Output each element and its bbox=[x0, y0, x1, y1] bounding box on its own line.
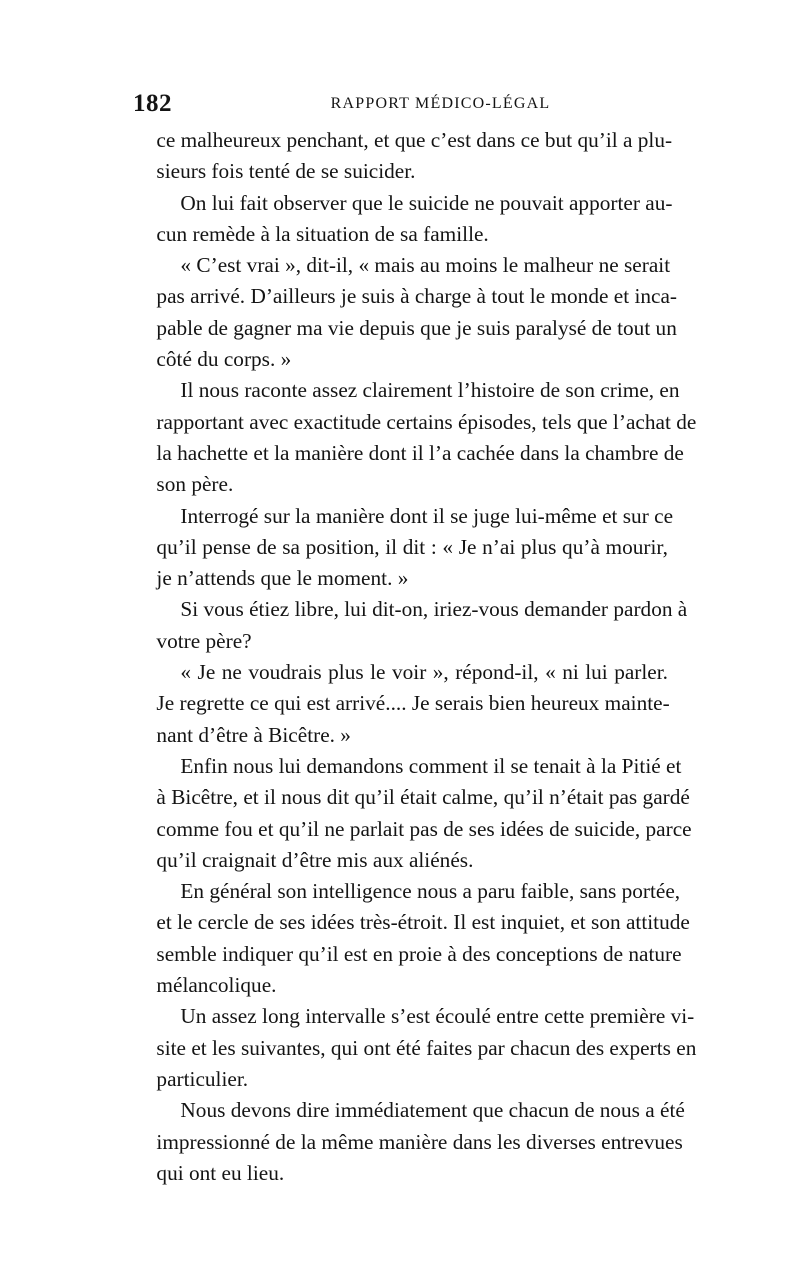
paragraph bbox=[133, 657, 668, 751]
paragraph bbox=[133, 751, 692, 876]
text-line: à Bicêtre, et il nous dit qu’il était calme, qu’il n’était pas gardé bbox=[156, 785, 690, 810]
text-line: rapportant avec exactitude certains épisodes, tels que l’achat de bbox=[156, 409, 697, 434]
text-line: cun remède à la situation de sa famille. bbox=[156, 221, 489, 246]
text-line: mélancolique. bbox=[156, 973, 277, 998]
text-line: « Je ne voudrais plus le voir », répond-il, « ni lui parler. bbox=[180, 660, 668, 685]
paragraph bbox=[133, 125, 673, 188]
page-number: 182 bbox=[133, 90, 172, 117]
text-line: Un assez long intervalle s’est écoulé entre cette première vi- bbox=[180, 1004, 695, 1029]
running-title: RAPPORT MÉDICO-LÉGAL bbox=[330, 95, 551, 112]
paragraph bbox=[133, 250, 678, 375]
paragraph bbox=[133, 1095, 685, 1189]
text-line: et le cercle de ses idées très-étroit. Il est inquiet, et son attitude bbox=[156, 910, 690, 935]
text-line: nant d’être à Bicêtre. » bbox=[156, 722, 351, 747]
text-line: Interrogé sur la manière dont il se juge lui-même et sur ce bbox=[180, 503, 674, 528]
text-line: Enfin nous lui demandons comment il se tenait à la Pitié et bbox=[180, 753, 682, 778]
text-line: votre père? bbox=[156, 628, 252, 653]
text-line: « C’est vrai », dit-il, « mais au moins le malheur ne serait bbox=[180, 253, 671, 278]
text-line: la hachette et la manière dont il l’a cachée dans la chambre de bbox=[156, 440, 684, 465]
text-line: Je regrette ce qui est arrivé.... Je serais bien heureux mainte- bbox=[156, 691, 670, 716]
paragraph bbox=[133, 876, 690, 1001]
text-line: ce malheureux penchant, et que c’est dans ce but qu’il a plu- bbox=[156, 128, 673, 152]
text-line: On lui fait observer que le suicide ne pouvait apporter au- bbox=[180, 190, 673, 215]
text-line: Si vous étiez libre, lui dit-on, iriez-vous demander pardon à bbox=[180, 597, 688, 622]
text-line: son père. bbox=[156, 472, 234, 497]
text-line: En général son intelligence nous a paru faible, sans portée, bbox=[180, 879, 681, 904]
text-line: site et les suivantes, qui ont été faites par chacun des experts en bbox=[156, 1035, 697, 1060]
paragraph bbox=[133, 1001, 697, 1095]
page-header bbox=[133, 90, 668, 118]
text-line: impressionné de la même manière dans les diverses entrevues bbox=[156, 1129, 683, 1154]
text-line: je n’attends que le moment. » bbox=[156, 566, 409, 591]
text-line: côté du corps. » bbox=[156, 347, 292, 372]
text-line: Il nous raconte assez clairement l’histoire de son crime, en bbox=[180, 378, 680, 403]
paragraph bbox=[133, 188, 673, 251]
paragraph bbox=[133, 594, 688, 657]
body-text bbox=[133, 125, 697, 1189]
paragraph bbox=[133, 375, 697, 500]
text-line: pable de gagner ma vie depuis que je suis paralysé de tout un bbox=[156, 315, 677, 340]
paragraph bbox=[133, 501, 674, 595]
text-line: qui ont eu lieu. bbox=[156, 1160, 285, 1185]
text-line: qu’il craignait d’être mis aux aliénés. bbox=[156, 847, 474, 872]
text-line: particulier. bbox=[156, 1066, 249, 1091]
text-line: qu’il pense de sa position, il dit : « Je n’ai plus qu’à mourir, bbox=[156, 534, 668, 559]
text-line: pas arrivé. D’ailleurs je suis à charge à tout le monde et inca- bbox=[156, 284, 678, 309]
text-line: comme fou et qu’il ne parlait pas de ses idées de suicide, parce bbox=[156, 816, 692, 841]
text-line: semble indiquer qu’il est en proie à des conceptions de nature bbox=[156, 941, 682, 966]
text-line: sieurs fois tenté de se suicider. bbox=[156, 159, 416, 184]
text-line: Nous devons dire immédiatement que chacun de nous a été bbox=[180, 1098, 685, 1123]
